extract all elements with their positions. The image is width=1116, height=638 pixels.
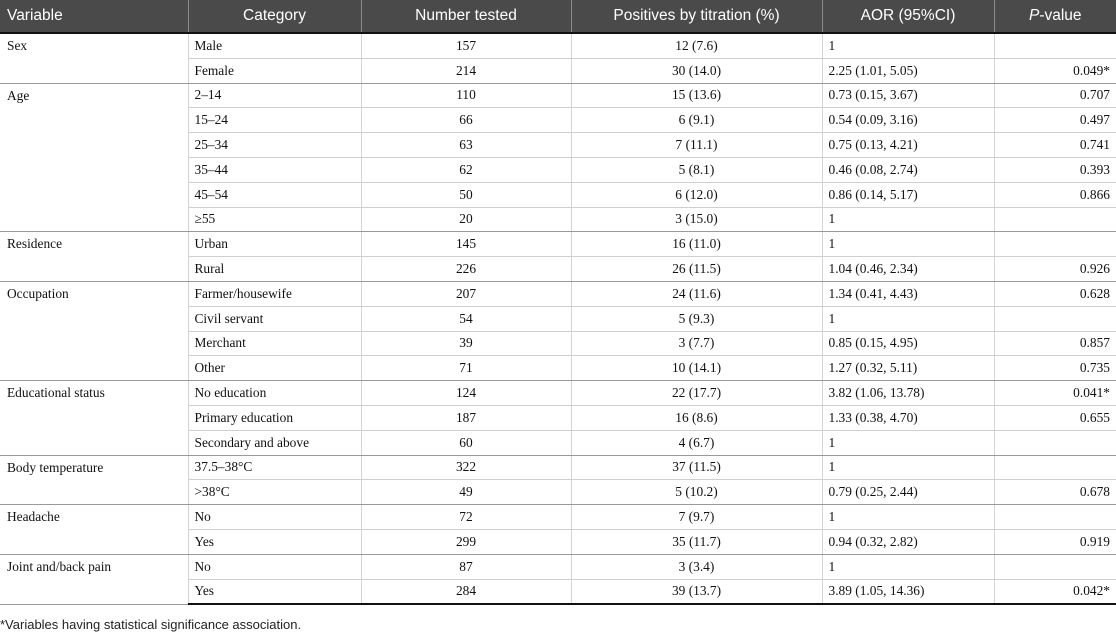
aor-cell: 1 xyxy=(822,207,994,232)
aor-cell: 1.27 (0.32, 5.11) xyxy=(822,356,994,381)
aor-cell: 3.82 (1.06, 13.78) xyxy=(822,381,994,406)
p-value-cell: 0.866 xyxy=(994,182,1116,207)
number-tested-cell: 49 xyxy=(361,480,571,505)
number-tested-cell: 72 xyxy=(361,505,571,530)
number-tested-cell: 71 xyxy=(361,356,571,381)
p-value-cell: 0.735 xyxy=(994,356,1116,381)
p-value-cell: 0.741 xyxy=(994,133,1116,158)
aor-cell: 1 xyxy=(822,505,994,530)
variable-cell: Educational status xyxy=(0,381,188,455)
aor-cell: 1 xyxy=(822,554,994,579)
aor-cell: 0.73 (0.15, 3.67) xyxy=(822,83,994,108)
footnote: *Variables having statistical significance association. xyxy=(0,617,302,632)
header-positives: Positives by titration (%) xyxy=(571,0,822,33)
number-tested-cell: 207 xyxy=(361,281,571,306)
p-value-cell xyxy=(994,33,1116,58)
category-cell: >38°C xyxy=(188,480,361,505)
positives-cell: 7 (11.1) xyxy=(571,133,822,158)
aor-cell: 0.75 (0.13, 4.21) xyxy=(822,133,994,158)
variable-cell: Body temperature xyxy=(0,455,188,505)
category-cell: No education xyxy=(188,381,361,406)
category-cell: 35–44 xyxy=(188,157,361,182)
variable-cell: Joint and/back pain xyxy=(0,554,188,604)
category-cell: 37.5–38°C xyxy=(188,455,361,480)
p-value-cell: 0.049* xyxy=(994,58,1116,83)
number-tested-cell: 39 xyxy=(361,331,571,356)
variable-cell: Occupation xyxy=(0,281,188,380)
table-header xyxy=(0,0,1116,33)
aor-cell: 0.86 (0.14, 5.17) xyxy=(822,182,994,207)
p-value-cell xyxy=(994,430,1116,455)
positives-cell: 37 (11.5) xyxy=(571,455,822,480)
aor-cell: 2.25 (1.01, 5.05) xyxy=(822,58,994,83)
number-tested-cell: 284 xyxy=(361,579,571,604)
aor-cell: 1 xyxy=(822,306,994,331)
header-category: Category xyxy=(188,0,361,33)
category-cell: Merchant xyxy=(188,331,361,356)
p-value-cell: 0.393 xyxy=(994,157,1116,182)
p-value-cell: 0.678 xyxy=(994,480,1116,505)
category-cell: 2–14 xyxy=(188,83,361,108)
category-cell: 15–24 xyxy=(188,108,361,133)
p-value-cell: 0.655 xyxy=(994,405,1116,430)
category-cell: 45–54 xyxy=(188,182,361,207)
positives-cell: 22 (17.7) xyxy=(571,381,822,406)
p-value-cell: 0.919 xyxy=(994,529,1116,554)
number-tested-cell: 87 xyxy=(361,554,571,579)
aor-cell: 0.46 (0.08, 2.74) xyxy=(822,157,994,182)
positives-cell: 10 (14.1) xyxy=(571,356,822,381)
positives-cell: 30 (14.0) xyxy=(571,58,822,83)
table-row xyxy=(0,554,1116,579)
positives-cell: 3 (3.4) xyxy=(571,554,822,579)
number-tested-cell: 50 xyxy=(361,182,571,207)
number-tested-cell: 20 xyxy=(361,207,571,232)
positives-cell: 6 (12.0) xyxy=(571,182,822,207)
header-aor: AOR (95%CI) xyxy=(822,0,994,33)
number-tested-cell: 157 xyxy=(361,33,571,58)
category-cell: No xyxy=(188,554,361,579)
table-row xyxy=(0,281,1116,306)
positives-cell: 12 (7.6) xyxy=(571,33,822,58)
variable-cell: Age xyxy=(0,83,188,232)
p-value-cell: 0.628 xyxy=(994,281,1116,306)
positives-cell: 3 (15.0) xyxy=(571,207,822,232)
number-tested-cell: 145 xyxy=(361,232,571,257)
positives-cell: 7 (9.7) xyxy=(571,505,822,530)
aor-cell: 1 xyxy=(822,430,994,455)
number-tested-cell: 62 xyxy=(361,157,571,182)
header-number-tested: Number tested xyxy=(361,0,571,33)
positives-cell: 39 (13.7) xyxy=(571,579,822,604)
category-cell: Urban xyxy=(188,232,361,257)
number-tested-cell: 54 xyxy=(361,306,571,331)
aor-cell: 1.34 (0.41, 4.43) xyxy=(822,281,994,306)
category-cell: No xyxy=(188,505,361,530)
variable-cell: Sex xyxy=(0,33,188,83)
category-cell: ≥55 xyxy=(188,207,361,232)
category-cell: Yes xyxy=(188,579,361,604)
positives-cell: 3 (7.7) xyxy=(571,331,822,356)
header-p-letter: P xyxy=(1028,7,1040,24)
aor-cell: 0.85 (0.15, 4.95) xyxy=(822,331,994,356)
positives-cell: 26 (11.5) xyxy=(571,257,822,282)
p-value-cell xyxy=(994,455,1116,480)
aor-cell: 0.94 (0.32, 2.82) xyxy=(822,529,994,554)
table-body xyxy=(0,33,1116,604)
p-value-cell: 0.707 xyxy=(994,83,1116,108)
p-value-cell: 0.857 xyxy=(994,331,1116,356)
p-value-cell xyxy=(994,554,1116,579)
number-tested-cell: 66 xyxy=(361,108,571,133)
table-row xyxy=(0,232,1116,257)
positives-cell: 35 (11.7) xyxy=(571,529,822,554)
number-tested-cell: 187 xyxy=(361,405,571,430)
aor-cell: 1 xyxy=(822,455,994,480)
table-row xyxy=(0,33,1116,58)
p-value-cell: 0.041* xyxy=(994,381,1116,406)
number-tested-cell: 124 xyxy=(361,381,571,406)
header-row xyxy=(0,0,1116,33)
aor-cell: 1.04 (0.46, 2.34) xyxy=(822,257,994,282)
positives-cell: 15 (13.6) xyxy=(571,83,822,108)
positives-cell: 6 (9.1) xyxy=(571,108,822,133)
number-tested-cell: 322 xyxy=(361,455,571,480)
category-cell: Yes xyxy=(188,529,361,554)
number-tested-cell: 63 xyxy=(361,133,571,158)
variable-cell: Residence xyxy=(0,232,188,282)
number-tested-cell: 226 xyxy=(361,257,571,282)
positives-cell: 5 (10.2) xyxy=(571,480,822,505)
p-value-cell: 0.926 xyxy=(994,257,1116,282)
category-cell: Primary education xyxy=(188,405,361,430)
number-tested-cell: 214 xyxy=(361,58,571,83)
positives-cell: 5 (8.1) xyxy=(571,157,822,182)
p-value-cell: 0.497 xyxy=(994,108,1116,133)
aor-cell: 0.54 (0.09, 3.16) xyxy=(822,108,994,133)
number-tested-cell: 110 xyxy=(361,83,571,108)
header-p-value xyxy=(994,0,1116,33)
p-value-cell xyxy=(994,207,1116,232)
table-row xyxy=(0,381,1116,406)
table-row xyxy=(0,83,1116,108)
p-value-cell xyxy=(994,306,1116,331)
header-p-suffix: -value xyxy=(1039,7,1082,24)
positives-cell: 5 (9.3) xyxy=(571,306,822,331)
number-tested-cell: 299 xyxy=(361,529,571,554)
category-cell: Other xyxy=(188,356,361,381)
header-variable: Variable xyxy=(0,0,188,33)
p-value-cell: 0.042* xyxy=(994,579,1116,604)
aor-cell: 0.79 (0.25, 2.44) xyxy=(822,480,994,505)
category-cell: Secondary and above xyxy=(188,430,361,455)
aor-cell: 3.89 (1.05, 14.36) xyxy=(822,579,994,604)
positives-cell: 16 (8.6) xyxy=(571,405,822,430)
table-row xyxy=(0,455,1116,480)
category-cell: Rural xyxy=(188,257,361,282)
category-cell: Male xyxy=(188,33,361,58)
category-cell: 25–34 xyxy=(188,133,361,158)
aor-cell: 1 xyxy=(822,33,994,58)
table-row xyxy=(0,505,1116,530)
category-cell: Civil servant xyxy=(188,306,361,331)
aor-cell: 1 xyxy=(822,232,994,257)
aor-cell: 1.33 (0.38, 4.70) xyxy=(822,405,994,430)
number-tested-cell: 60 xyxy=(361,430,571,455)
positives-cell: 4 (6.7) xyxy=(571,430,822,455)
positives-cell: 24 (11.6) xyxy=(571,281,822,306)
positives-cell: 16 (11.0) xyxy=(571,232,822,257)
variable-cell: Headache xyxy=(0,505,188,555)
p-value-cell xyxy=(994,505,1116,530)
category-cell: Farmer/housewife xyxy=(188,281,361,306)
category-cell: Female xyxy=(188,58,361,83)
p-value-cell xyxy=(994,232,1116,257)
